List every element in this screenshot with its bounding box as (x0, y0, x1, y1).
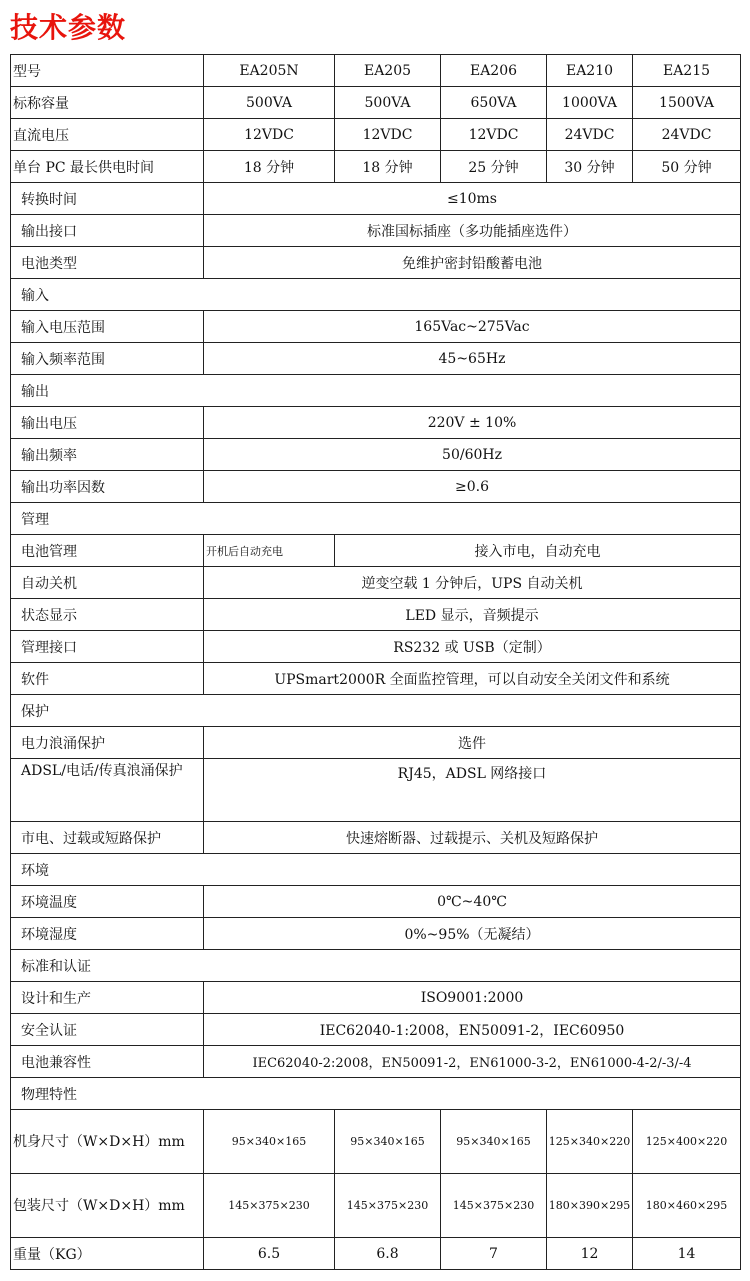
value-cell: 快速熔断器、过载提示、关机及短路保护 (204, 822, 741, 854)
value-cell: 6.5 (204, 1238, 335, 1270)
row-label: ADSL/电话/传真浪涌保护 (11, 759, 204, 822)
value-cell: 125×340×220 (547, 1110, 633, 1174)
row-label: 输出频率 (11, 439, 204, 471)
table-row (11, 247, 741, 279)
table-row (11, 119, 741, 151)
value-cell: IEC62040-2:2008，EN50091-2，EN61000-3-2，EN61000-4-2/-3/-4 (204, 1046, 741, 1078)
table-row (11, 1238, 741, 1270)
row-label: 电池兼容性 (11, 1046, 204, 1078)
row-label: 标称容量 (11, 87, 204, 119)
table-row (11, 535, 741, 567)
row-label: 转换时间 (11, 183, 204, 215)
table-row (11, 599, 741, 631)
row-label: 直流电压 (11, 119, 204, 151)
row-label: 电池类型 (11, 247, 204, 279)
table-row (11, 343, 741, 375)
row-label: 市电、过载或短路保护 (11, 822, 204, 854)
value-cell: 45~65Hz (204, 343, 741, 375)
value-cell: 逆变空载 1 分钟后，UPS 自动关机 (204, 567, 741, 599)
value-cell: 标准国标插座（多功能插座选件） (204, 215, 741, 247)
value-cell: 12VDC (335, 119, 441, 151)
section-row (11, 279, 741, 311)
value-cell: 30 分钟 (547, 151, 633, 183)
table-row (11, 727, 741, 759)
value-cell: 14 (633, 1238, 741, 1270)
value-cell: 95×340×165 (335, 1110, 441, 1174)
table-row (11, 311, 741, 343)
row-label: 设计和生产 (11, 982, 204, 1014)
table-row (11, 407, 741, 439)
section-heading: 保护 (11, 695, 741, 727)
section-heading: 标准和认证 (11, 950, 741, 982)
model-cell: EA210 (547, 55, 633, 87)
spec-table (10, 54, 741, 1270)
table-row (11, 1110, 741, 1174)
value-cell: 18 分钟 (204, 151, 335, 183)
table-row (11, 663, 741, 695)
value-cell: UPSmart2000R 全面监控管理，可以自动安全关闭文件和系统 (204, 663, 741, 695)
value-cell: 220V ± 10% (204, 407, 741, 439)
value-cell: 25 分钟 (441, 151, 547, 183)
row-label: 型号 (11, 55, 204, 87)
value-cell: 24VDC (547, 119, 633, 151)
value-cell: 95×340×165 (441, 1110, 547, 1174)
row-label: 机身尺寸（W×D×H）mm (11, 1110, 204, 1174)
value-cell: ISO9001:2000 (204, 982, 741, 1014)
value-cell: 125×400×220 (633, 1110, 741, 1174)
value-cell: 95×340×165 (204, 1110, 335, 1174)
table-row (11, 55, 741, 87)
row-label: 管理接口 (11, 631, 204, 663)
row-label: 输出电压 (11, 407, 204, 439)
section-row (11, 950, 741, 982)
value-cell: RS232 或 USB（定制） (204, 631, 741, 663)
section-row (11, 375, 741, 407)
table-row (11, 567, 741, 599)
value-cell: 50 分钟 (633, 151, 741, 183)
section-row (11, 1078, 741, 1110)
value-cell: 18 分钟 (335, 151, 441, 183)
table-row (11, 759, 741, 822)
section-heading: 输入 (11, 279, 741, 311)
value-cell: 1000VA (547, 87, 633, 119)
value-cell: 开机后自动充电 (204, 535, 335, 567)
table-row (11, 1174, 741, 1238)
value-cell: 145×375×230 (335, 1174, 441, 1238)
value-cell: 180×390×295 (547, 1174, 633, 1238)
value-cell: 免维护密封铅酸蓄电池 (204, 247, 741, 279)
row-label: 安全认证 (11, 1014, 204, 1046)
table-row (11, 918, 741, 950)
value-cell: 选件 (204, 727, 741, 759)
value-cell: 650VA (441, 87, 547, 119)
value-cell: 50/60Hz (204, 439, 741, 471)
row-label: 自动关机 (11, 567, 204, 599)
section-heading: 输出 (11, 375, 741, 407)
table-row (11, 183, 741, 215)
value-cell: ≥0.6 (204, 471, 741, 503)
model-cell: EA205N (204, 55, 335, 87)
section-heading: 环境 (11, 854, 741, 886)
value-cell: 500VA (204, 87, 335, 119)
row-label: 包装尺寸（W×D×H）mm (11, 1174, 204, 1238)
value-cell: 145×375×230 (204, 1174, 335, 1238)
row-label: 单台 PC 最长供电时间 (11, 151, 204, 183)
value-cell: 180×460×295 (633, 1174, 741, 1238)
value-cell: 12 (547, 1238, 633, 1270)
row-label: 环境温度 (11, 886, 204, 918)
row-label: 软件 (11, 663, 204, 695)
table-row (11, 886, 741, 918)
section-row (11, 695, 741, 727)
row-label: 重量（KG） (11, 1238, 204, 1270)
section-row (11, 503, 741, 535)
value-cell: 7 (441, 1238, 547, 1270)
value-cell: 0%~95%（无凝结） (204, 918, 741, 950)
table-row (11, 631, 741, 663)
value-cell: 145×375×230 (441, 1174, 547, 1238)
model-cell: EA215 (633, 55, 741, 87)
row-label: 环境湿度 (11, 918, 204, 950)
table-row (11, 822, 741, 854)
value-cell: 24VDC (633, 119, 741, 151)
value-cell: LED 显示，音频提示 (204, 599, 741, 631)
model-cell: EA205 (335, 55, 441, 87)
page-title: 技术参数 (10, 11, 127, 44)
row-label: 状态显示 (11, 599, 204, 631)
value-cell: ≤10ms (204, 183, 741, 215)
row-label: 电力浪涌保护 (11, 727, 204, 759)
value-cell: 接入市电，自动充电 (335, 535, 741, 567)
table-row (11, 439, 741, 471)
value-cell: 6.8 (335, 1238, 441, 1270)
table-row (11, 1014, 741, 1046)
row-label: 输出功率因数 (11, 471, 204, 503)
value-cell: RJ45，ADSL 网络接口 (204, 759, 741, 822)
table-row (11, 215, 741, 247)
row-label: 电池管理 (11, 535, 204, 567)
section-row (11, 854, 741, 886)
table-row (11, 982, 741, 1014)
value-cell: 1500VA (633, 87, 741, 119)
table-row (11, 471, 741, 503)
model-cell: EA206 (441, 55, 547, 87)
value-cell: IEC62040-1:2008，EN50091-2，IEC60950 (204, 1014, 741, 1046)
value-cell: 0℃~40℃ (204, 886, 741, 918)
value-cell: 12VDC (441, 119, 547, 151)
table-row (11, 87, 741, 119)
value-cell: 12VDC (204, 119, 335, 151)
row-label: 输入频率范围 (11, 343, 204, 375)
value-cell: 500VA (335, 87, 441, 119)
row-label: 输出接口 (11, 215, 204, 247)
section-heading: 管理 (11, 503, 741, 535)
value-cell: 165Vac~275Vac (204, 311, 741, 343)
section-heading: 物理特性 (11, 1078, 741, 1110)
row-label: 输入电压范围 (11, 311, 204, 343)
table-row (11, 1046, 741, 1078)
table-row (11, 151, 741, 183)
